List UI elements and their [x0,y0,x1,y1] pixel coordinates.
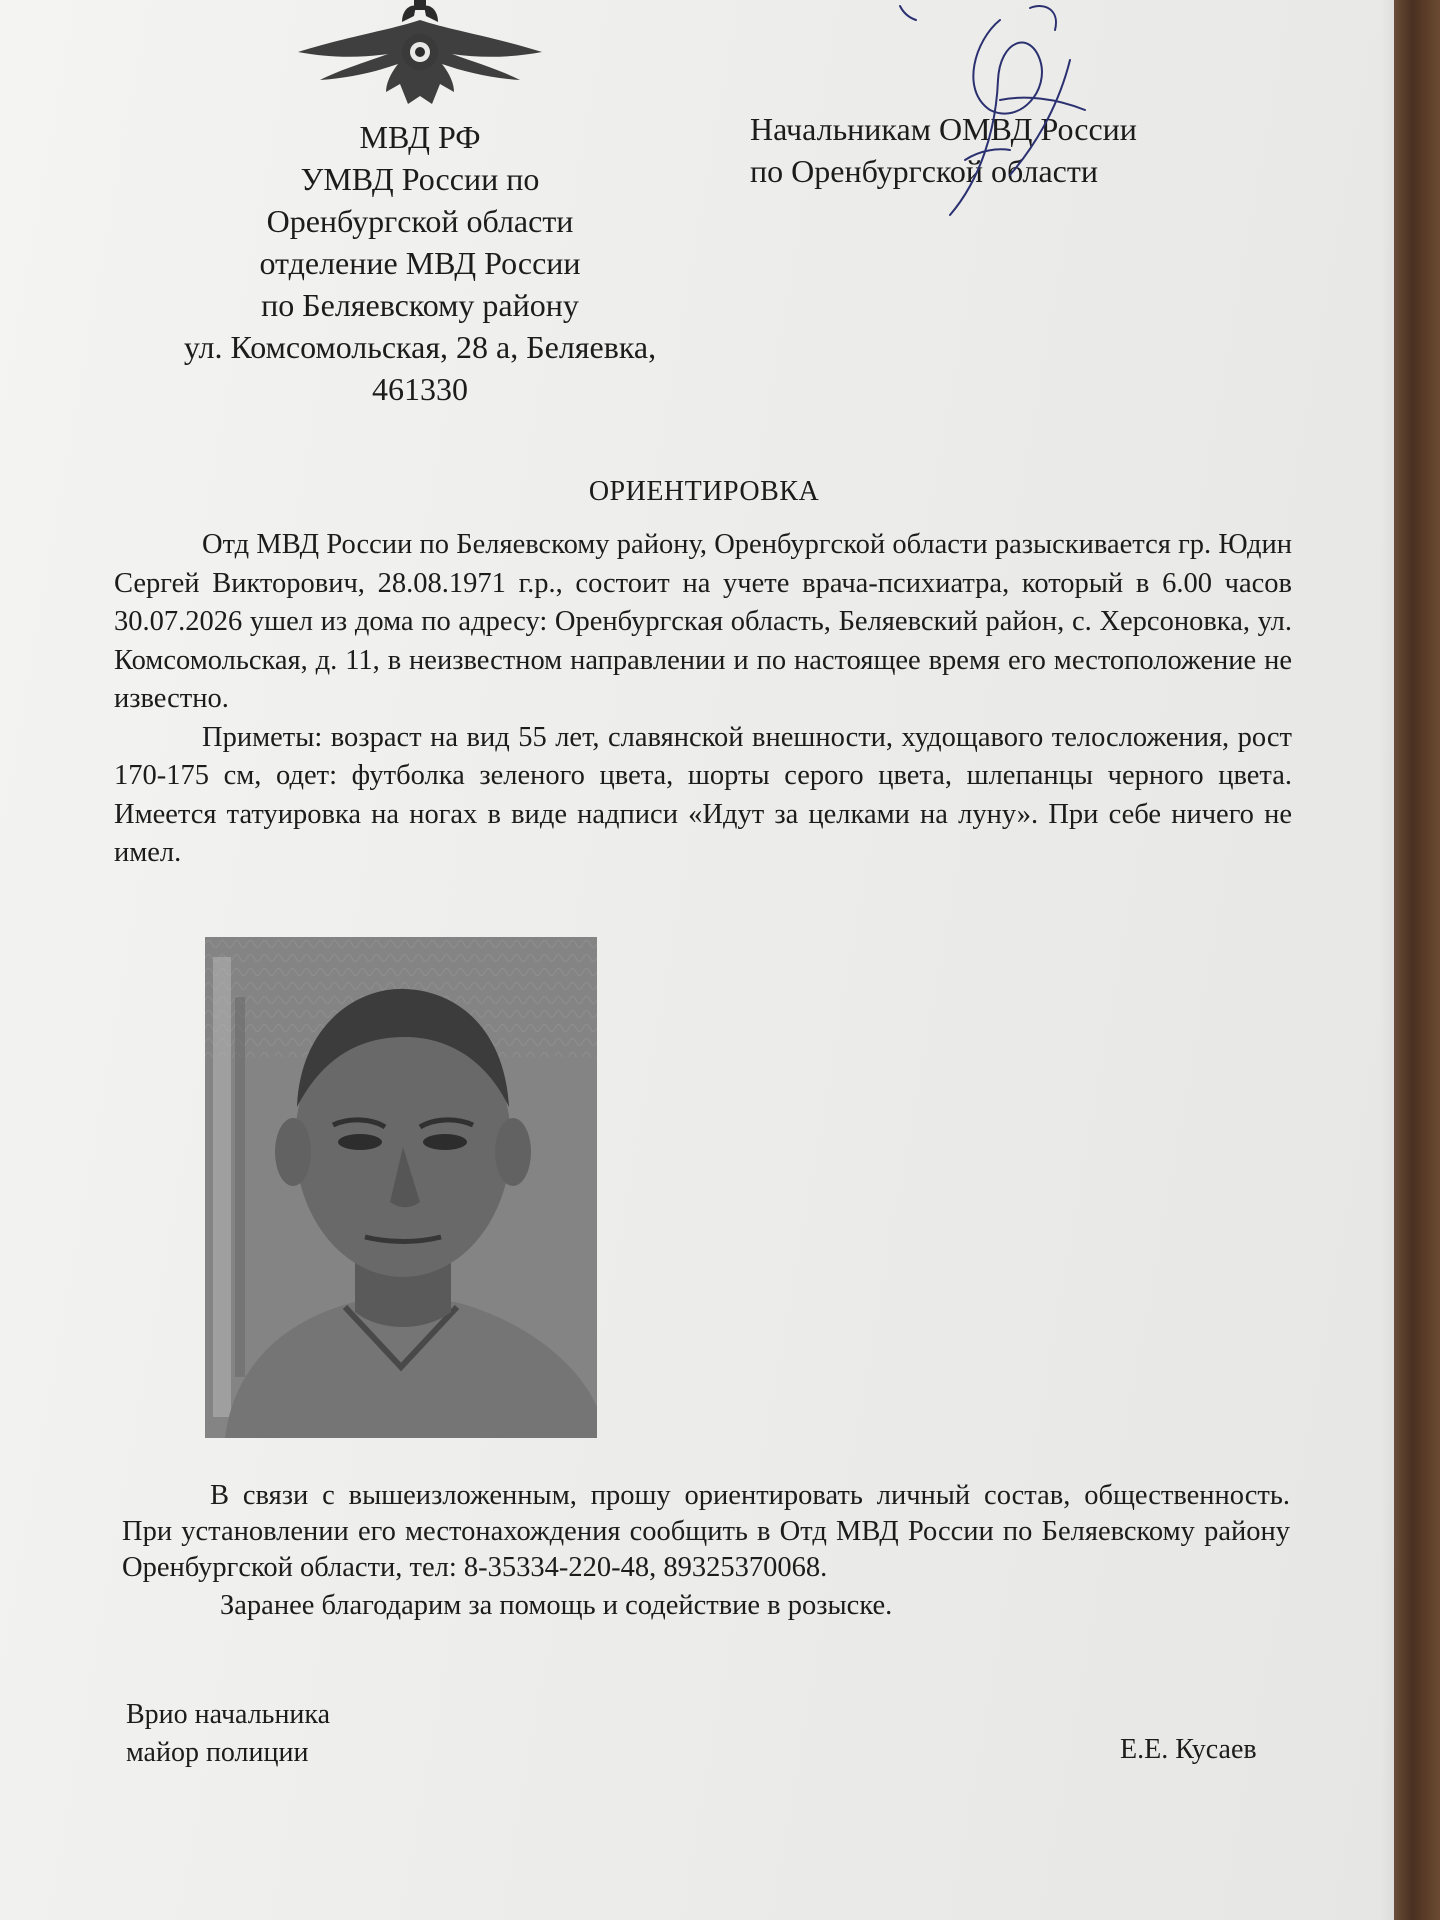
mvd-eagle-emblem-icon [290,0,550,112]
missing-person-photo [205,937,597,1438]
sender-line: отделение МВД России [259,245,581,281]
thanks-paragraph: Заранее благодарим за помощь и содействие в розыске. [220,1590,893,1621]
sender-line: по Беляевскому району [261,287,579,323]
sender-line: МВД РФ [359,119,481,155]
portrait-image [205,937,597,1438]
signatory-position [126,1696,330,1772]
position-line: Врио начальника [126,1699,331,1730]
sender-block [110,116,730,410]
desk-surface [1394,0,1440,1920]
closing-paragraph: В связи с вышеизложенным, прошу ориентировать личный состав, общественность. При установлении его местонахождения сообщить в Отд МВД России по Беляевскому району Оренбургской области, тел: 8-35334-220-48, 89325370068. [122,1480,1290,1583]
sender-line: ул. Комсомольская, 28 а, Беляевка, [183,329,657,365]
sender-line: Оренбургской области [266,203,574,239]
body-paragraph: Приметы: возраст на вид 55 лет, славянской внешности, худощавого телосложения, рост 170-175 см, одет: футболка зеленого цвета, шорты серого цвета, шлепанцы черного цвета. Имеется татуировка на ногах в виде надписи «Идут за целками на луну». При себе ничего не имел. [114,721,1292,868]
body-paragraph: Отд МВД России по Беляевскому району, Оренбургской области разыскивается гр. Юдин Сергей Викторович, 28.08.1971 г.р., состоит на учете врача-психиатра, который в 6.00 часов 30.07.2026 ушел из дома по адресу: Оренбургская область, Беляевский район, с. Херсоновка, ул. Комсомольская, д. 11, в неизвестном направлении и по настоящее время его местоположение не известно. [114,529,1292,714]
signatory-name: Е.Е. Кусаев [1120,1734,1257,1765]
handwritten-signature [880,0,1180,240]
closing-text [122,1478,1290,1624]
sender-line: УМВД России по [300,161,540,197]
position-line: майор полиции [126,1737,309,1768]
sender-line: 461330 [372,371,468,407]
document-title: ОРИЕНТИРОВКА [588,476,820,507]
recipient-line: Начальникам ОМВД России [750,111,1137,147]
recipient-line: по Оренбургской области [750,153,1098,189]
document-body [114,526,1292,873]
